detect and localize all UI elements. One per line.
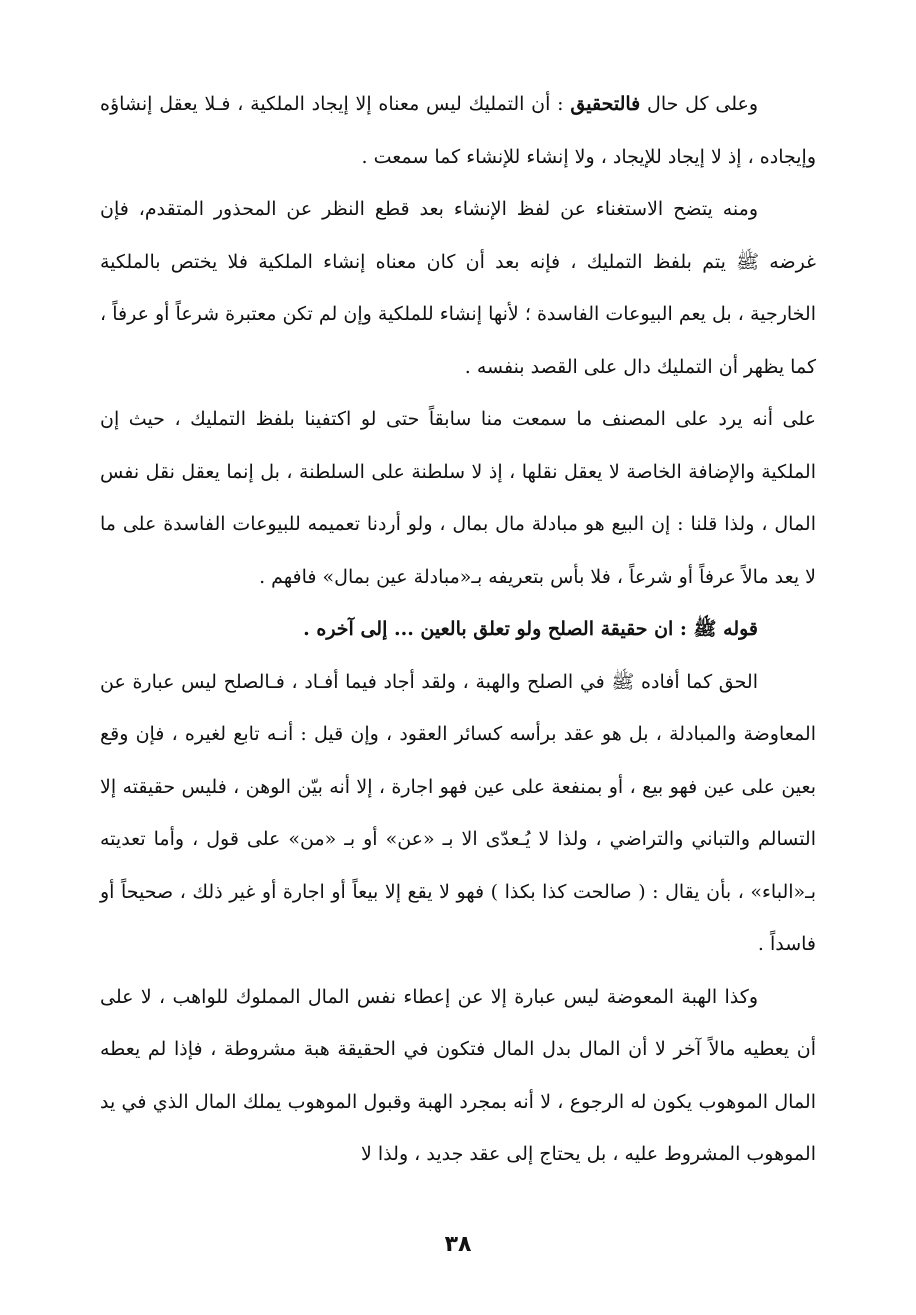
page-number: ٣٨ [444, 1232, 472, 1257]
paragraph-1-lead: وعلى كل حال [640, 93, 758, 115]
paragraph-1-bold-term: فالتحقيق [570, 93, 641, 115]
paragraph-2: ومنه يتضح الاستغناء عن لفظ الإنشاء بعد قطع النظر عن المحذور المتقدم، فإن غرضه ﷺ يتم بلفظ التمليك ، فإنه بعد أن كان معناه إنشاء الملكية فلا يختص بالملكية الخارجية ، بل يعم البيوعات الفاسدة ؛ لأنها إنشاء للملكية وإن لم تكن معتبرة شرعاً أو عرفاً ، كما يظهر أن التمليك دال على القصد بنفسه . [100, 198, 816, 378]
body-text [100, 78, 816, 1181]
paragraph-1-rest: : أن التمليك ليس معناه إلا إيجاد الملكية ، فـلا يعقل إنشاؤه وإيجاده ، إذ لا إيجاد للإيجاد ، ولا إنشاء للإنشاء كما سمعت . [100, 93, 816, 168]
section-heading: قوله ﷺ : ان حقيقة الصلح ولو تعلق بالعين ... إلى آخره . [303, 618, 758, 640]
paragraph-5: وكذا الهبة المعوضة ليس عبارة إلا عن إعطاء نفس المال المملوك للواهب ، لا على أن يعطيه مالاً آخر لا أن المال بدل المال فتكون في الحقيقة هبة مشروطة ، فإذا لم يعطه المال الموهوب يكون له الرجوع ، لا أنه بمجرد الهبة وقبول الموهوب يملك المال الذي في يد الموهوب المشروط عليه ، بل يحتاج إلى عقد جديد ، ولذا لا [100, 985, 816, 1165]
paragraph-4: الحق كما أفاده ﷺ في الصلح والهبة ، ولقد أجاد فيما أفـاد ، فـالصلح ليس عبارة عن المعاوضة والمبادلة ، بل هو عقد برأسه كسائر العقود ، وإن قيل : أنـه تابع لغيره ، فإن وقع بعين على عين فهو بيع ، أو بمنفعة على عين فهو اجارة ، إلا أنه بيّن الوهن ، فليس حقيقته إلا التسالم والتباني والتراضي ، ولذا لا يُـعدّى الا بـ «عن» أو بـ «من» على قول ، وأما تعديته بـ«الباء» ، بأن يقال : ( صالحت كذا بكذا ) فهو لا يقع إلا بيعاً أو اجارة أو غير ذلك ، صحيحاً أو فاسداً . [100, 670, 816, 955]
paragraph-1 [100, 78, 816, 183]
paragraph-3: على أنه يرد على المصنف ما سمعت منا سابقاً حتى لو اكتفينا بلفظ التمليك ، حيث إن الملكية والإضافة الخاصة لا يعقل نقلها ، إذ لا سلطنة على السلطنة ، بل إنما يعقل نقل نفس المال ، ولذا قلنا : إن البيع هو مبادلة مال بمال ، ولو أردنا تعميمه للبيوعات الفاسدة على ما لا يعد مالاً عرفاً أو شرعاً ، فلا بأس بتعريفه بـ«مبادلة عين بمال» فافهم . [100, 408, 816, 588]
